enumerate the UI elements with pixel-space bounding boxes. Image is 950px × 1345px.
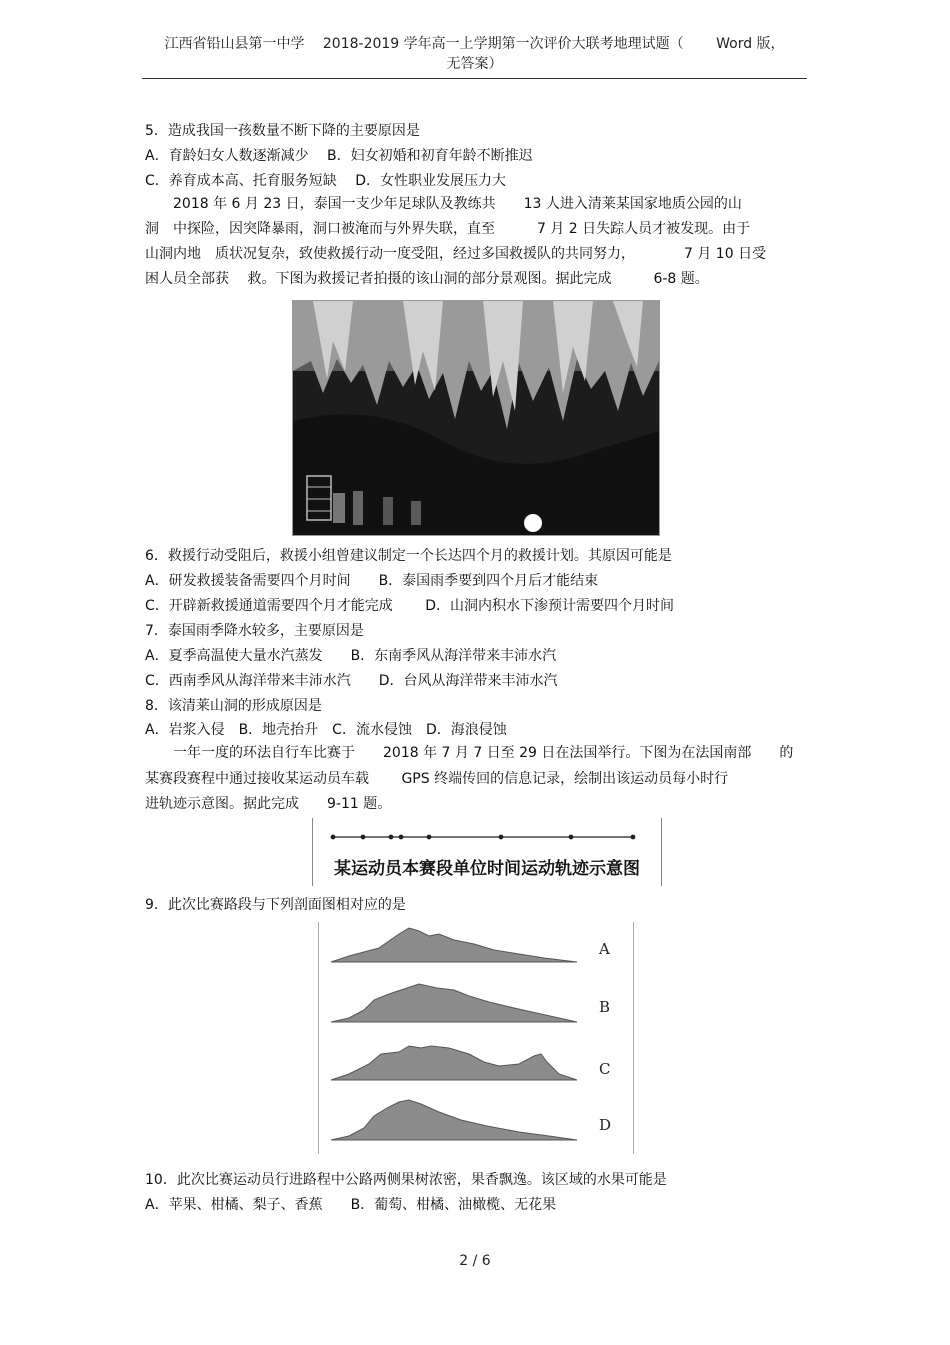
passage-tour-line-3: 进轨迹示意图。据此完成 9-11 题。: [145, 796, 392, 812]
header-title-line-2: 无答案）: [446, 56, 503, 72]
track-point: [427, 835, 432, 840]
cave-photo-illustration: [293, 301, 659, 535]
track-point: [389, 835, 394, 840]
track-point: [631, 835, 636, 840]
profile-label-d: D: [599, 1116, 612, 1134]
track-point: [569, 835, 574, 840]
question-6-stem: 6．救援行动受阻后，救援小组曾建议制定一个长达四个月的救援计划。其原因可能是: [145, 548, 672, 564]
header-title-line-1: 江西省铅山县第一中学 2018-2019 学年高一上学期第一次评价大联考地理试题（ Word 版，: [164, 36, 785, 52]
question-10-stem: 10．此次比赛运动员行进路程中公路两侧果树浓密，果香飘逸。该区域的水果可能是: [145, 1172, 667, 1188]
profile-d: [331, 1100, 577, 1140]
passage-cave-line-3: 山洞内地 质状况复杂，致使救援行动一度受阻，经过多国救援队的共同努力， 7 月 10 日受: [145, 246, 767, 262]
profile-label-b: B: [599, 998, 611, 1016]
question-6-options-cd: C．开辟新救援通道需要四个月才能完成 D．山洞内积水下渗预计需要四个月时间: [145, 598, 675, 614]
question-6-options-ab: A．研发救援装备需要四个月时间 B．泰国雨季要到四个月后才能结束: [145, 573, 599, 589]
question-9-stem: 9．此次比赛路段与下列剖面图相对应的是: [145, 897, 406, 913]
question-5-stem: 5．造成我国一孩数量不断下降的主要原因是: [145, 123, 420, 139]
question-5-options-ab: A．育龄妇女人数逐渐减少 B．妇女初婚和初育年龄不断推迟: [145, 148, 533, 164]
profile-b: [331, 984, 577, 1022]
profile-figure: [318, 922, 634, 1154]
page-number: 2 / 6: [459, 1253, 491, 1269]
track-line: [313, 818, 661, 854]
question-8-stem: 8．该清莱山洞的形成原因是: [145, 698, 322, 714]
track-caption: 某运动员本赛段单位时间运动轨迹示意图: [334, 859, 640, 879]
track-figure: [312, 818, 662, 886]
profile-diagrams: [319, 922, 633, 1154]
question-8-options: A．岩浆入侵 B．地壳抬升 C．流水侵蚀 D．海浪侵蚀: [145, 722, 507, 738]
passage-cave-line-1: 2018 年 6 月 23 日，泰国一支少年足球队及教练共 13 人进入清莱某国家地质公园的山: [145, 196, 742, 212]
question-5-options-cd: C．养育成本高、托育服务短缺 D．女性职业发展压力大: [145, 173, 507, 189]
question-10-options-ab: A．苹果、柑橘、梨子、香蕉 B．葡萄、柑橘、油橄榄、无花果: [145, 1197, 557, 1213]
header-rule: [142, 78, 807, 79]
profile-a: [331, 928, 577, 962]
cave-photo: [292, 300, 660, 536]
passage-tour-line-2: 某赛段赛程中通过接收某运动员车载 GPS 终端传回的信息记录，绘制出该运动员每小时行: [145, 771, 729, 787]
question-7-options-ab: A．夏季高温使大量水汽蒸发 B．东南季风从海洋带来丰沛水汽: [145, 648, 557, 664]
profile-label-a: A: [599, 940, 610, 958]
track-point: [399, 835, 404, 840]
track-point: [361, 835, 366, 840]
question-7-options-cd: C．西南季风从海洋带来丰沛水汽 D．台风从海洋带来丰沛水汽: [145, 673, 558, 689]
passage-cave-line-2: 洞 中探险，因突降暴雨，洞口被淹而与外界失联，直至 7 月 2 日失踪人员才被发现。由于: [145, 221, 751, 237]
page-header: [142, 34, 807, 74]
passage-tour-line-1: 一年一度的环法自行车比赛于 2018 年 7 月 7 日至 29 日在法国举行。下图为在法国南部 的: [145, 745, 794, 761]
track-point: [331, 835, 336, 840]
profile-label-c: C: [599, 1060, 611, 1078]
profile-c: [331, 1046, 577, 1080]
track-point: [499, 835, 504, 840]
question-7-stem: 7．泰国雨季降水较多，主要原因是: [145, 623, 364, 639]
passage-cave-line-4: 困人员全部获 救。下图为救援记者拍摄的该山洞的部分景观图。据此完成 6-8 题。: [145, 271, 709, 287]
